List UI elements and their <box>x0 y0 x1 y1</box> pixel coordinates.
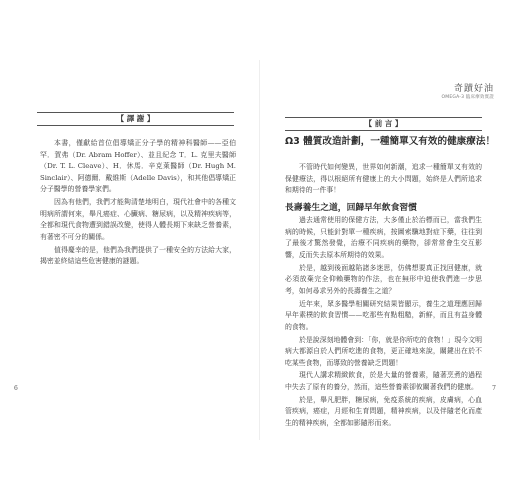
preface-body <box>285 215 482 431</box>
preface-paragraph: 於是，舉凡肥胖，糖尿病，免疫系統的疾病，皮膚病，心血管疾病，癌症，月經和生育問題，精神疾病，以及伴隨老化而產生的精神疾病，全都如影隨形而來。 <box>285 395 482 428</box>
preface-paragraph: 近年來，眾多醫學相關研究結果皆顯示，養生之道理應回歸早年素樸的飲食習慣——吃那些有點粗糙，新鮮，而且有益身體的食物。 <box>285 299 482 331</box>
dedication-paragraph: 本書，僅獻給首位倡導矯正分子學的精神科醫師——亞伯罕．賀弗（Dr. Abram Hoffer）、並且紀念 T．L. 克里夫醫師（Dr. T. L. Cleave）、H．休馬．辛克萊醫師（Dr. Hugh M. Sinclair）、阿德爾．戴維斯（Adelle Davis），和其他倡導矯正分子醫學的營養學家們。 <box>40 139 236 194</box>
dedication-body <box>40 138 236 269</box>
right-page-number: 7 <box>492 385 496 392</box>
preface-paragraph: 於是說深刻地體會到：「你，就是你所吃的食物！」現今文明病大都源自於人們所吃進的食物，更正確地來說，關鍵出在於不吃某些食物，而導致的營養缺乏問題！ <box>285 335 482 367</box>
running-head-subtitle: OMEGA-3 臨床療效實證 <box>441 94 494 100</box>
dedication-paragraph: 因為有他們，我們才能夠清楚地明白，現代社會中的各種文明病所謂何來，舉凡癌症、心臟病、糖尿病，以及精神疾病等，全都和現代食物遭到錯誤改變，使得人體長期下來缺乏營養素，有著密不可分的關係。 <box>40 198 236 241</box>
section-title: 長壽養生之道，回歸早年飲食習慣 <box>285 203 417 213</box>
left-page-number: 6 <box>14 385 18 392</box>
preface-paragraph: 不管時代如何變異，世界如何新潮，追求一種簡單又有效的保健療法，得以根絕所有健康上的大小問題，始終是人們所追求和期待的一件事！ <box>285 163 482 195</box>
preface-intro <box>285 162 482 198</box>
preface-paragraph: 過去通常使用的保健方法，大多僅止於治標而已，當我們生病的時候，只能針對單一種疾病，按圖索驥地對症下藥，往往到了最後才驚然發覺，治療不同疾病的藥物，卻常常會生交互影響，反而失去原本所期待的效果。 <box>285 216 482 259</box>
preface-paragraph: 於是，越到後面越陷諸多迷思，仿佛想要真正找回健康，就必須放棄完全仰賴藥物的作法，也在無形中迫使我們進一步思考，如何尋求另外的長壽養生之道？ <box>285 263 482 295</box>
preface-heading: 【 前 言 】 <box>285 117 482 131</box>
running-head-title: 奇蹟好油 <box>453 84 494 94</box>
preface-paragraph: 現代人講求精緻飲食，於是大量的營養素，隨著烹煮的過程中失去了原有的養分，然而，這些營養素卻攸關著我們的健康。 <box>285 371 482 392</box>
running-head <box>442 84 494 100</box>
preface-subtitle: Ω3 體質改造計劃，一種簡單又有效的健康療法！ <box>285 136 496 147</box>
dedication-paragraph: 值得慶幸的是，他們為我們提供了一種安全的方法給大家，揭密並終結這些危害健康的謎題。 <box>40 245 236 266</box>
dedication-heading: 【 譯 謝 】 <box>37 112 234 126</box>
